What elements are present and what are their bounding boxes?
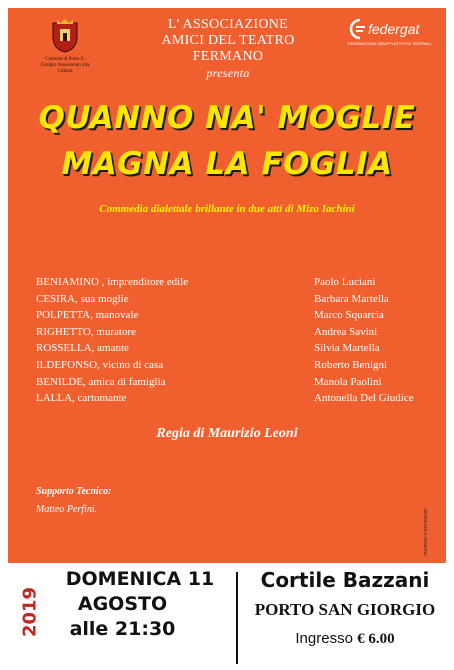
cast-role: ILDEFONSO, vicino di casa xyxy=(36,358,164,371)
cast-row xyxy=(36,376,436,393)
date-day: DOMENICA 11 xyxy=(65,568,215,590)
crest-icon xyxy=(51,19,79,53)
cast-role: ROSSELLA, amante xyxy=(36,342,129,355)
tech-support-label: Supporto Tecnico: xyxy=(36,486,112,497)
cast-role: BENIAMINO , imprenditore edile xyxy=(36,276,189,288)
cast-row xyxy=(36,309,436,326)
cast-actor: Roberto Benigni xyxy=(314,358,388,371)
cast-row xyxy=(36,293,436,310)
cast-row xyxy=(36,276,436,293)
year-label: 2019 xyxy=(19,586,41,638)
cast-role: CESIRA, sua moglie xyxy=(36,292,129,305)
entry-price: € 6.00 xyxy=(357,631,395,647)
cast-row xyxy=(36,326,436,343)
cast-actor: Barbara Martella xyxy=(314,292,389,305)
cast-actor: Marco Squarcia xyxy=(314,309,384,322)
play-title-line-1: QUANNO NA' MOGLIE xyxy=(38,100,416,136)
federgat-name: federgat xyxy=(368,21,420,37)
cast-row xyxy=(36,359,436,376)
comune-logo-text: Comune di Porto S. Giorgio Assessorato alla Cultura xyxy=(40,57,90,74)
presenta-text: presenta xyxy=(206,66,250,80)
play-subtitle: Commedia dialettale brillante in due atti di Mizo Iachini xyxy=(99,203,355,215)
director-credit: Regia di Maurizio Leoni xyxy=(156,426,298,441)
association-line-2: AMICI DEL TEATRO FERMANO xyxy=(161,33,295,64)
footer-divider xyxy=(236,572,238,664)
cast-role: BENILDE, amica di famiglia xyxy=(36,375,166,388)
cast-actor: Antonella Del Giudice xyxy=(314,392,414,405)
cast-actor: Andrea Savini xyxy=(314,325,378,338)
cast-actor: Manola Paolini xyxy=(314,375,382,388)
venue-city: PORTO SAN GIORGIO xyxy=(254,600,436,619)
cast-list xyxy=(36,276,436,409)
cast-actor: Silvia Martella xyxy=(314,342,380,355)
federgat-mask-icon xyxy=(348,18,370,40)
date-time: alle 21:30 xyxy=(69,618,176,640)
poster xyxy=(8,8,446,563)
cast-role: LALLA, cartomante xyxy=(36,392,127,405)
entry-price-line xyxy=(240,630,450,648)
association-line-1: L’ ASSOCIAZIONE xyxy=(167,17,288,32)
cast-role: POLPETTA, manovale xyxy=(36,309,139,322)
tech-support-name: Matteo Perfini. xyxy=(36,504,98,515)
federgat-subtitle: FEDERAZIONE GRUPPI ATTIVITÀ TEATRALI xyxy=(348,41,431,46)
cast-actor: Paolo Luciani xyxy=(314,276,376,288)
cast-row xyxy=(36,392,436,409)
association-block xyxy=(128,17,328,81)
printer-credit: ARTEGRAFICA FERMANO xyxy=(423,508,428,557)
cast-role: RIGHETTO, muratore xyxy=(36,325,136,338)
cast-row xyxy=(36,342,436,359)
play-title-line-2: MAGNA LA FOGLIA xyxy=(61,146,393,182)
date-month: AGOSTO xyxy=(77,593,168,615)
comune-logo xyxy=(38,19,92,81)
federgat-logo xyxy=(348,18,444,52)
entry-label: Ingresso xyxy=(295,630,353,647)
venue-name: Cortile Bazzani xyxy=(260,568,430,592)
